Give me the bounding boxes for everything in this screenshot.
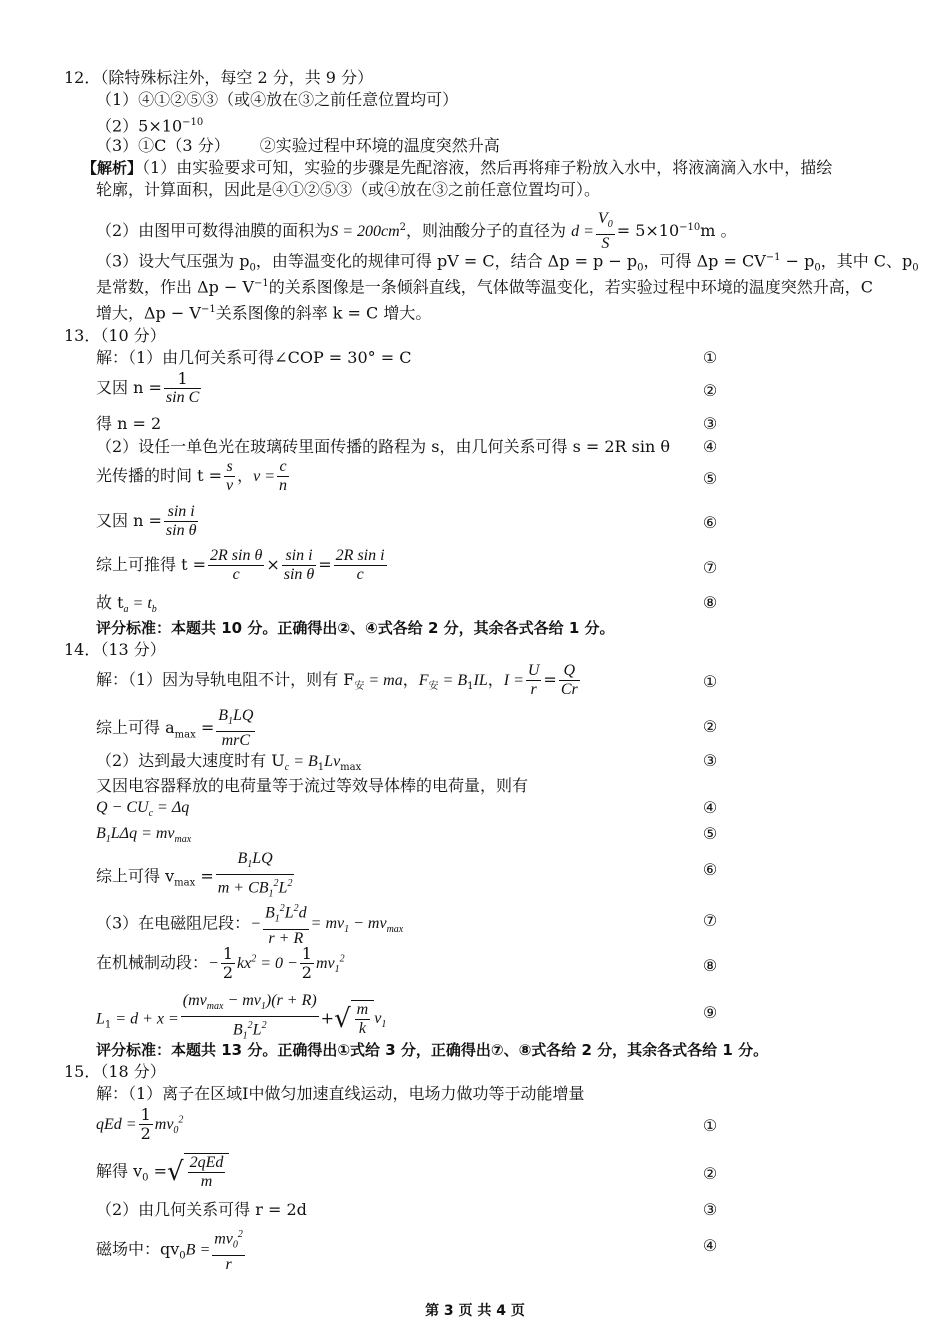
q13-line-1: 解：（1）由几何关系可得∠COP = 30° = C	[96, 348, 412, 367]
q14-line-5: $Q - CU_c = \Delta q$	[96, 799, 190, 820]
q12-analysis-1: 【解析】（1）由实验要求可知，实验的步骤是先配溶液，然后再将痱子粉放入水中，将液滴滴入水中，描绘	[82, 158, 833, 177]
q13-line-6: 又因 n = $\frac{\text{sin i}}{\text{sin θ}}$	[96, 503, 197, 539]
eq-num: ⑤	[702, 469, 718, 488]
q14-grading: 评分标准：本题共 13 分。正确得出①式给 3 分，正确得出⑦、⑧式各给 2 分，其余各式各给 1 分。	[96, 1041, 769, 1059]
q15-line-5: 磁场中：$qv_0B$ = $\frac{mv_0^2}{r}$	[96, 1226, 247, 1274]
q12-analysis-1b: 轮廓，计算面积，因此是④①②⑤③（或④放在③之前任意位置均可）。	[96, 180, 601, 199]
q14-line-9: 在机械制动段：− $\frac{1}{2}$ $kx^2 = 0$ − $\frac{1}{2}$ $mv_1^2$	[96, 944, 345, 982]
q12-analysis-3c: 增大，$\Delta p - V^{-1}$关系图像的斜率 k = C 增大。	[96, 303, 432, 323]
eq-num: ④	[702, 437, 718, 456]
q13-grading: 评分标准：本题共 10 分。正确得出②、④式各给 2 分，其余各式各给 1 分。	[96, 619, 615, 637]
eq-num: ①	[702, 348, 718, 367]
eq-num: ④	[702, 1236, 718, 1255]
q14-line-4: 又因电容器释放的电荷量等于流过等效导体棒的电荷量，则有	[96, 776, 529, 795]
eq-num: ⑦	[702, 911, 718, 930]
q14-line-3: （2）达到最大速度时有 $U_c = B_1Lv_{max}$	[96, 751, 362, 774]
q15-line-2: qEd = $\frac{1}{2}$ $mv_0^2$	[96, 1105, 184, 1143]
q14-line-10: $L_1 = d + x$ = $\frac{(mv_{max} - mv_1)(r + R)}{B_1^2L^2}$ +√ $\frac{m}{k}$ $v_1$	[96, 992, 387, 1042]
eq-num: ②	[702, 717, 718, 736]
eq-num: ③	[702, 414, 718, 433]
q13-line-4: （2）设任一单色光在玻璃砖里面传播的路程为 s，由几何关系可得 s = 2R sin θ	[96, 437, 671, 456]
q14-line-1: 解：（1）因为导轨电阻不计，则有 $F_安$ = ma，$F_安 = B_1IL$，I = $\frac{U}{r}$ = $\frac{Q}{Cr}$	[96, 662, 578, 698]
q13-line-3: 得 n = 2	[96, 414, 162, 433]
eq-num: ②	[702, 1164, 718, 1183]
eq-num: ⑨	[702, 1003, 718, 1022]
q14-line-2: 综上可得 $a_{max}$ = $\frac{B_1LQ}{\text{mrC}}$	[96, 707, 254, 750]
q14-line-6: $B_1L\Delta q = mv_{max}$	[96, 825, 192, 846]
eq-num: ⑤	[702, 824, 718, 843]
q12-analysis-2: （2）由图甲可数得油膜的面积为$S = 200cm^2$，则油酸分子的直径为 d = $\frac{V_0}{S}$ = $5\times 10^{-10}m$ 。	[96, 210, 737, 253]
q12-analysis-3: （3）设大气压强为 $p_0$，由等温变化的规律可得 pV = C，结合 $\Delta p = p - p_0$，可得 $\Delta p = CV^{-1} - p_0$，其中 C、$p_0$	[96, 251, 919, 274]
eq-num: ①	[702, 672, 718, 691]
q13-line-5: 光传播的时间 t = $\frac{s}{v}$ ，v = $\frac{c}{n}$	[96, 458, 288, 494]
q13-line-2: 又因 n = $\frac{1}{\text{sin C}}$	[96, 369, 200, 406]
q13-line-8: 故 $t_a = t_b$	[96, 593, 157, 616]
eq-num: ⑥	[702, 860, 718, 879]
q12-header: 12．（除特殊标注外，每空 2 分，共 9 分）	[64, 68, 374, 87]
q12-analysis-3b: 是常数，作出 $\Delta p - V^{-1}$的关系图像是一条倾斜直线，气体做等温变化，若实验过程中环境的温度突然升高，C	[96, 277, 874, 297]
q12-answer-3: （3）①C（3 分） ②实验过程中环境的温度突然升高	[96, 136, 500, 155]
q15-header: 15．（18 分）	[64, 1062, 166, 1081]
q14-line-7: 综上可得 $v_{max}$ = $\frac{B_1LQ}{m + CB_1^2L^2}$	[96, 850, 293, 900]
eq-num: ④	[702, 798, 718, 817]
q14-line-8: （3）在电磁阻尼段：− $\frac{B_1^2L^2d}{r + R}$ = $mv_1 - mv_{max}$	[96, 900, 403, 948]
q12-answer-2: $(2)5\times 10^{-10}$	[96, 116, 204, 136]
q14-header: 14．（13 分）	[64, 640, 166, 659]
q13-line-7: 综上可推得 t = $\frac{\text{2R sin θ}}{c}$ × $\frac{\text{sin i}}{\text{sin θ}}$ = $\frac{\text{2R sin i}}{c}$	[96, 547, 385, 583]
q15-line-1: 解：（1）离子在区域Ⅰ中做匀加速直线运动，电场力做功等于动能增量	[96, 1084, 585, 1103]
q15-line-3: 解得 $v_0$ =√ $\frac{\text{2qEd}}{m}$	[96, 1153, 229, 1191]
eq-num: ③	[702, 1200, 718, 1219]
eq-num: ⑥	[702, 513, 718, 532]
page-footer: 第 3 页 共 4 页	[425, 1303, 525, 1319]
eq-num: ⑦	[702, 558, 718, 577]
eq-num: ⑧	[702, 956, 718, 975]
q15-line-4: （2）由几何关系可得 r = 2d	[96, 1200, 307, 1219]
eq-num: ⑧	[702, 593, 718, 612]
eq-num: ③	[702, 751, 718, 770]
eq-num: ②	[702, 381, 718, 400]
eq-num: ①	[702, 1116, 718, 1135]
q12-answer-1: （1）④①②⑤③（或④放在③之前任意位置均可）	[96, 90, 459, 109]
q13-header: 13．（10 分）	[64, 326, 166, 345]
